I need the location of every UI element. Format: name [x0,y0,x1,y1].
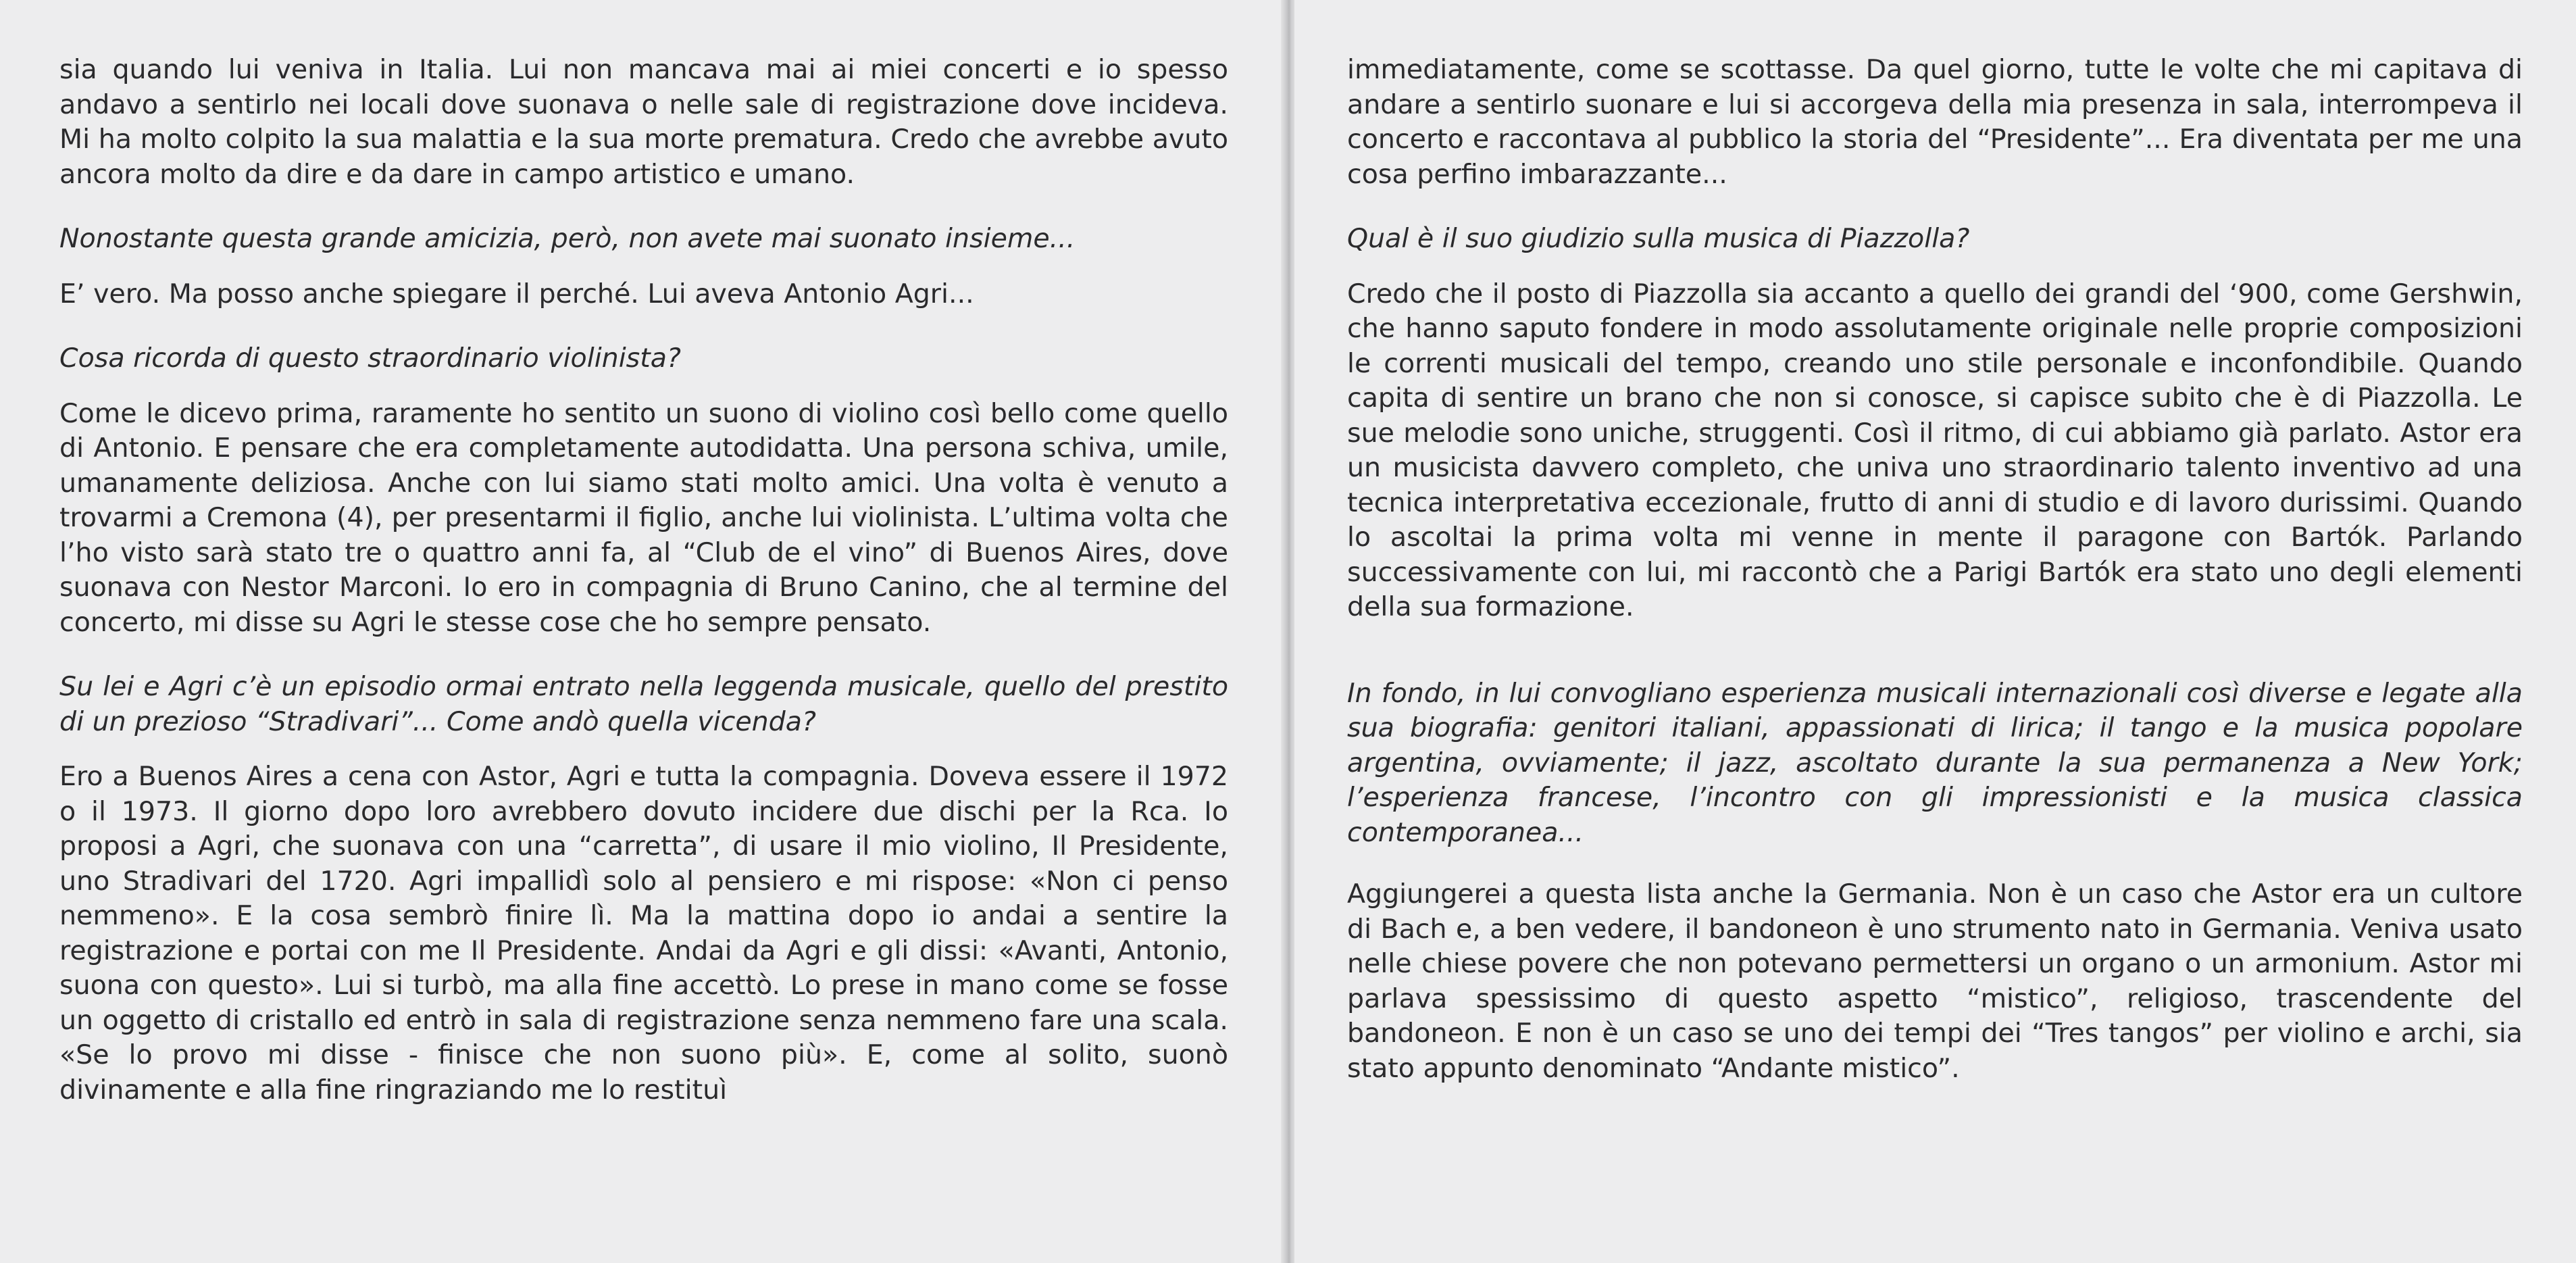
interview-question: In fondo, in lui convogliano esperienza musicali internazionali così diverse e legate alla sua biografia: genitori italiani, appassionati di lirica; il tango e la musica popolare argentina, ovviamente; il jazz, ascoltato durante la sua permanenza a New York; l’esperienza francese, l’incontro con gli impressionisti e la musica classica contemporanea... [1347,677,2523,848]
interview-answer: Ero a Buenos Aires a cena con Astor, Agri e tutta la compagnia. Doveva essere il 1972 o il 1973. Il giorno dopo loro avrebbero dovuto incidere due dischi per la Rca. Io proposi a Agri, che suonava con una “carretta”, di usare il mio violino, Il Presidente, uno Stradivari del 1720. Agri impallidì solo al pensiero e mi rispose: «Non ci penso nemmeno». E la cosa sembrò finire lì. Ma la mattina dopo io andai a sentire la registrazione e portai con me Il Presidente. Andai da Agri e gli dissi: «Avanti, Antonio, suona con questo». Lui si turbò, ma alla fine accettò. Lo prese in mano come se fosse un oggetto di cristallo ed entrò in sala di registrazione senza nemmeno fare una scala. «Se lo provo mi disse - finisce che non suono più». E, come al solito, suonò divinamente e alla fine ringraziando me lo restituì [59,761,1228,1106]
interview-question: Cosa ricorda di questo straordinario violinista? [59,343,681,374]
interview-answer: E’ vero. Ma posso anche spiegare il perché. Lui aveva Antonio Agri... [59,278,974,309]
interview-answer: Aggiungerei a questa lista anche la Germania. Non è un caso che Astor era un cultore di Bach e, a ben vedere, il bandoneon è uno strumento nato in Germania. Veniva usato nelle chiese povere che non potevano permettersi un organo o un armonium. Astor mi parlava spessissimo di questo aspetto “mistico”, religioso, trascendente del bandoneon. E non è un caso se uno dei tempi dei “Tres tangos” per violino e archi, sia stato appunto denominato “Andante mistico”. [1347,878,2523,1084]
right-page [1294,0,2576,1263]
interview-question: Su lei e Agri c’è un episodio ormai entrato nella leggenda musicale, quello del prestito di un prezioso “Stradivari”... Come andò quella vicenda? [59,671,1228,737]
paragraph: immediatamente, come se scottasse. Da quel giorno, tutte le volte che mi capitava di andare a sentirlo suonare e lui si accorgeva della mia presenza in sala, interrompeva il concerto e raccontava al pubblico la storia del “Presidente”... Era diventata per me una cosa perfino imbarazzante... [1347,54,2523,190]
left-text-column [59,53,1228,1108]
interview-question: Qual è il suo giudizio sulla musica di Piazzolla? [1347,223,1970,254]
paragraph: sia quando lui veniva in Italia. Lui non mancava mai ai miei concerti e io spesso andavo a sentirlo nei locali dove suonava o nelle sale di registrazione dove incideva. Mi ha molto colpito la sua malattia e la sua morte prematura. Credo che avrebbe avuto ancora molto da dire e da dare in campo artistico e umano. [59,54,1228,190]
interview-answer: Come le dicevo prima, raramente ho sentito un suono di violino così bello come quello di Antonio. E pensare che era completamente autodidatta. Una persona schiva, umile, umanamente deliziosa. Anche con lui siamo stati molto amici. Una volta è venuto a trovarmi a Cremona (4), per presentarmi il figlio, anche lui violinista. L’ultima volta che l’ho visto sarà stato tre o quattro anni fa, al “Club de el vino” di Buenos Aires, dove suonava con Nestor Marconi. Io ero in compagnia di Bruno Canino, che al termine del concerto, mi disse su Agri le stesse cose che ho sempre pensato. [59,397,1228,638]
interview-question: Nonostante questa grande amicizia, però, non avete mai suonato insieme... [59,223,1076,254]
interview-answer: Credo che il posto di Piazzolla sia accanto a quello dei grandi del ‘900, come Gershwin, che hanno saputo fondere in modo assolutamente originale nelle proprie composizioni le correnti musicali del tempo, creando uno stile personale e inconfondibile. Quando capita di sentire un brano che non si conosce, si capisce subito che è di Piazzolla. Le sue melodie sono uniche, struggenti. Così il ritmo, di cui abbiamo già parlato. Astor era un musicista davvero completo, che univa uno straordinario talento inventivo ad una tecnica interpretativa eccezionale, frutto di anni di studio e di lavoro durissimi. Quando lo ascoltai la prima volta mi venne in mente il paragone con Bartók. Parlando successivamente con lui, mi raccontò che a Parigi Bartók era stato uno degli elementi della sua formazione. [1347,278,2523,622]
right-text-column [1347,53,2523,1086]
left-page [0,0,1284,1263]
